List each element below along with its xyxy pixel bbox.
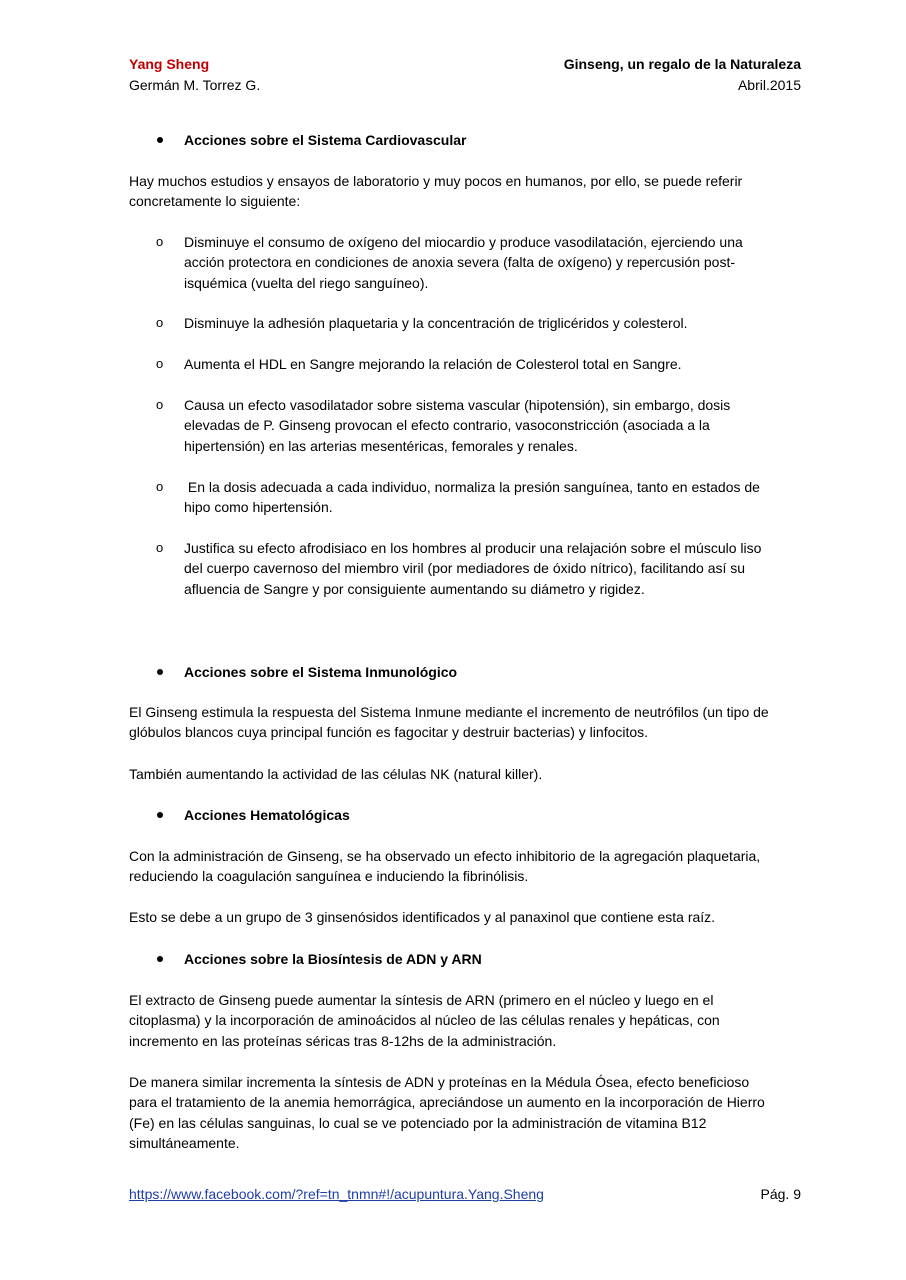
bullet-icon (157, 669, 163, 675)
section-heading-cardiovascular: Acciones sobre el Sistema Cardiovascular (184, 132, 467, 148)
hemato-paragraph-1: Con la administración de Ginseng, se ha observado un efecto inhibitorio de la agregación plaquetaria, reduciendo la coagulación sanguínea e induciendo la fibrinólisis. (129, 848, 761, 885)
section-heading-hematologicas: Acciones Hematológicas (184, 807, 350, 823)
header-document-title: Ginseng, un regalo de la Naturaleza (563, 56, 801, 72)
header-site-title: Yang Sheng (129, 56, 210, 72)
bullet-icon (157, 137, 163, 143)
bullet-icon (157, 812, 163, 818)
page-number: Pág. 9 (760, 1186, 801, 1202)
adn-paragraph-1: El extracto de Ginseng puede aumentar la síntesis de ARN (primero en el núcleo y luego en el citoplasma) y la incorporación de aminoácidos al núcleo de las células renales y hepáticas, con incremento en las proteínas séricas tras 8-12hs de la administración. (129, 992, 720, 1049)
circle-bullet-icon: o (156, 397, 164, 412)
cardio-item-4: Causa un efecto vasodilatador sobre sistema vascular (hipotensión), sin embargo, dosis elevadas de P. Ginseng provocan el efecto contrario, vasoconstricción (asociada a la hipertensión) en las arterias mesentéricas, femorales y renales. (184, 397, 731, 454)
section-heading-inmunologico: Acciones sobre el Sistema Inmunológico (184, 664, 458, 680)
cardio-item-1: Disminuye el consumo de oxígeno del miocardio y produce vasodilatación, ejerciendo una acción protectora en condiciones de anoxia severa (falta de oxígeno) y repercusión post-isquémica (vuelta del riego sanguíneo). (184, 234, 743, 291)
cardio-item-6: Justifica su efecto afrodisiaco en los hombres al producir una relajación sobre el músculo liso del cuerpo cavernoso del miembro viril (por mediadores de óxido nítrico), facilitando así su afluencia de Sangre y por consiguiente aumentando su diámetro y rigidez. (184, 540, 762, 597)
circle-bullet-icon: o (156, 315, 164, 330)
bullet-icon (157, 956, 163, 962)
cardio-intro-paragraph: Hay muchos estudios y ensayos de laboratorio y muy pocos en humanos, por ello, se puede referir concretamente lo siguiente: (129, 173, 743, 210)
cardio-item-5: En la dosis adecuada a cada individuo, normaliza la presión sanguínea, tanto en estados de hipo como hipertensión. (184, 479, 764, 516)
header-date: Abril.2015 (737, 77, 801, 93)
circle-bullet-icon: o (156, 356, 164, 371)
cardio-item-2: Disminuye la adhesión plaquetaria y la concentración de triglicéridos y colesterol. (184, 315, 688, 331)
circle-bullet-icon: o (156, 540, 164, 555)
adn-paragraph-2: De manera similar incrementa la síntesis de ADN y proteínas en la Médula Ósea, efecto beneficioso para el tratamiento de la anemia hemorrágica, apreciándose un aumento en la incorporación de Hierro (Fe) en las células sanguinas, lo cual se ve potenciado por la administración de vitamina B12 simultáneamente. (129, 1074, 765, 1152)
cardio-item-3: Aumenta el HDL en Sangre mejorando la relación de Colesterol total en Sangre. (184, 356, 682, 372)
footer-facebook-link[interactable]: https://www.facebook.com/?ref=tn_tnmn#!/acupuntura.Yang.Sheng (129, 1186, 544, 1202)
header-author: Germán M. Torrez G. (129, 77, 261, 93)
hemato-paragraph-2: Esto se debe a un grupo de 3 ginsenósidos identificados y al panaxinol que contiene esta raíz. (129, 909, 716, 925)
circle-bullet-icon: o (156, 234, 164, 249)
inmuno-paragraph-2: También aumentando la actividad de las células NK (natural killer). (129, 766, 543, 782)
section-heading-adn-arn: Acciones sobre la Biosíntesis de ADN y ARN (184, 951, 482, 967)
circle-bullet-icon: o (156, 479, 164, 494)
inmuno-paragraph-1: El Ginseng estimula la respuesta del Sistema Inmune mediante el incremento de neutrófilos (un tipo de glóbulos blancos cuya principal función es fagocitar y destruir bacterias) y linfocitos. (129, 704, 769, 741)
